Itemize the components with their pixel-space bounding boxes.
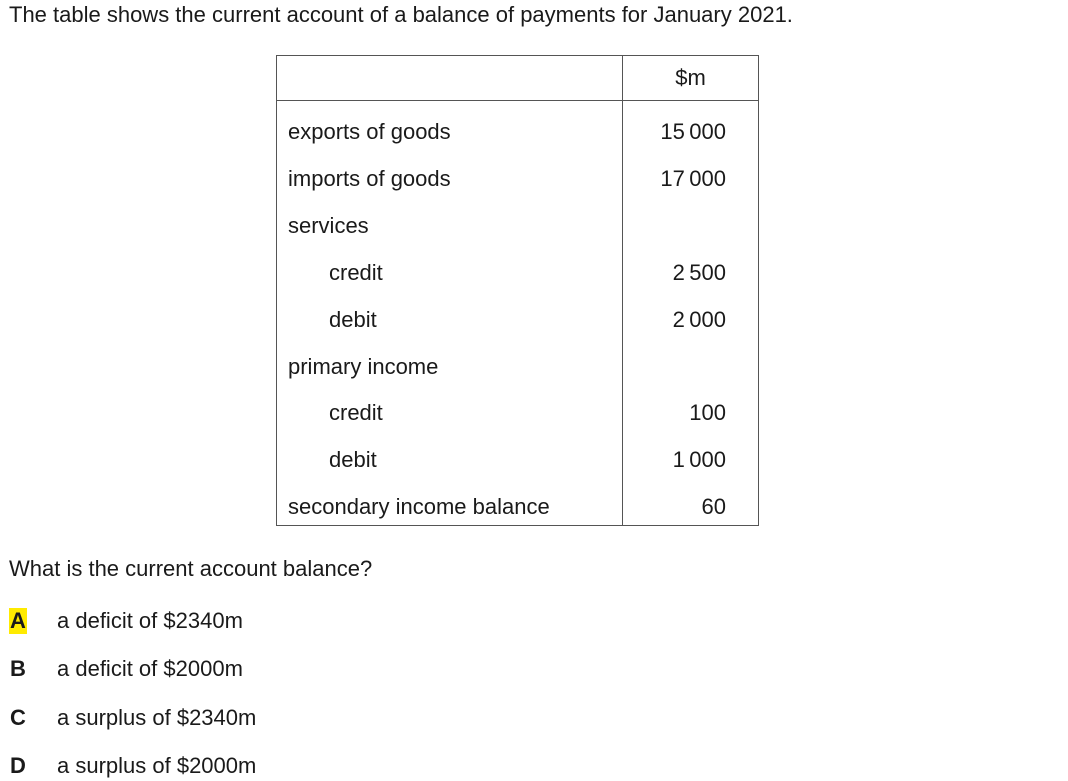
row-label-imports-of-goods: imports of goods bbox=[288, 166, 451, 191]
question-text: What is the current account balance? bbox=[9, 556, 373, 581]
option-text-b: a deficit of $2000m bbox=[57, 656, 243, 681]
option-b[interactable] bbox=[0, 654, 400, 684]
balance-of-payments-table bbox=[276, 55, 759, 526]
option-letter-a: A bbox=[10, 608, 26, 633]
row-label-secondary-income-balance: secondary income balance bbox=[288, 494, 550, 519]
option-letter-c: C bbox=[10, 705, 26, 730]
row-value-exports-of-goods: 15 000 bbox=[660, 119, 726, 144]
unit-header: $m bbox=[675, 65, 706, 90]
row-value-primary-income-credit: 100 bbox=[689, 400, 726, 425]
option-text-c: a surplus of $2340m bbox=[57, 705, 257, 730]
option-text-a: a deficit of $2340m bbox=[57, 608, 243, 633]
option-letter-d: D bbox=[10, 753, 26, 778]
row-value-secondary-income-balance: 60 bbox=[701, 494, 726, 519]
row-value-imports-of-goods: 17 000 bbox=[660, 166, 726, 191]
row-label-primary-income-credit: credit bbox=[329, 400, 383, 425]
row-value-services-debit: 2 000 bbox=[672, 307, 726, 332]
row-label-primary-income: primary income bbox=[288, 354, 439, 379]
row-label-exports-of-goods: exports of goods bbox=[288, 119, 451, 144]
row-label-services: services bbox=[288, 213, 369, 238]
row-label-services-credit: credit bbox=[329, 260, 383, 285]
option-a[interactable] bbox=[0, 606, 400, 636]
row-value-primary-income-debit: 1 000 bbox=[672, 447, 726, 472]
option-letter-b: B bbox=[10, 656, 26, 681]
option-c[interactable] bbox=[0, 703, 400, 733]
question-intro: The table shows the current account of a balance of payments for January 2021. bbox=[9, 2, 793, 27]
row-label-primary-income-debit: debit bbox=[329, 447, 377, 472]
header-rule bbox=[277, 100, 758, 101]
column-divider bbox=[622, 56, 623, 525]
option-text-d: a surplus of $2000m bbox=[57, 753, 257, 778]
row-label-services-debit: debit bbox=[329, 307, 377, 332]
row-value-services-credit: 2 500 bbox=[672, 260, 726, 285]
